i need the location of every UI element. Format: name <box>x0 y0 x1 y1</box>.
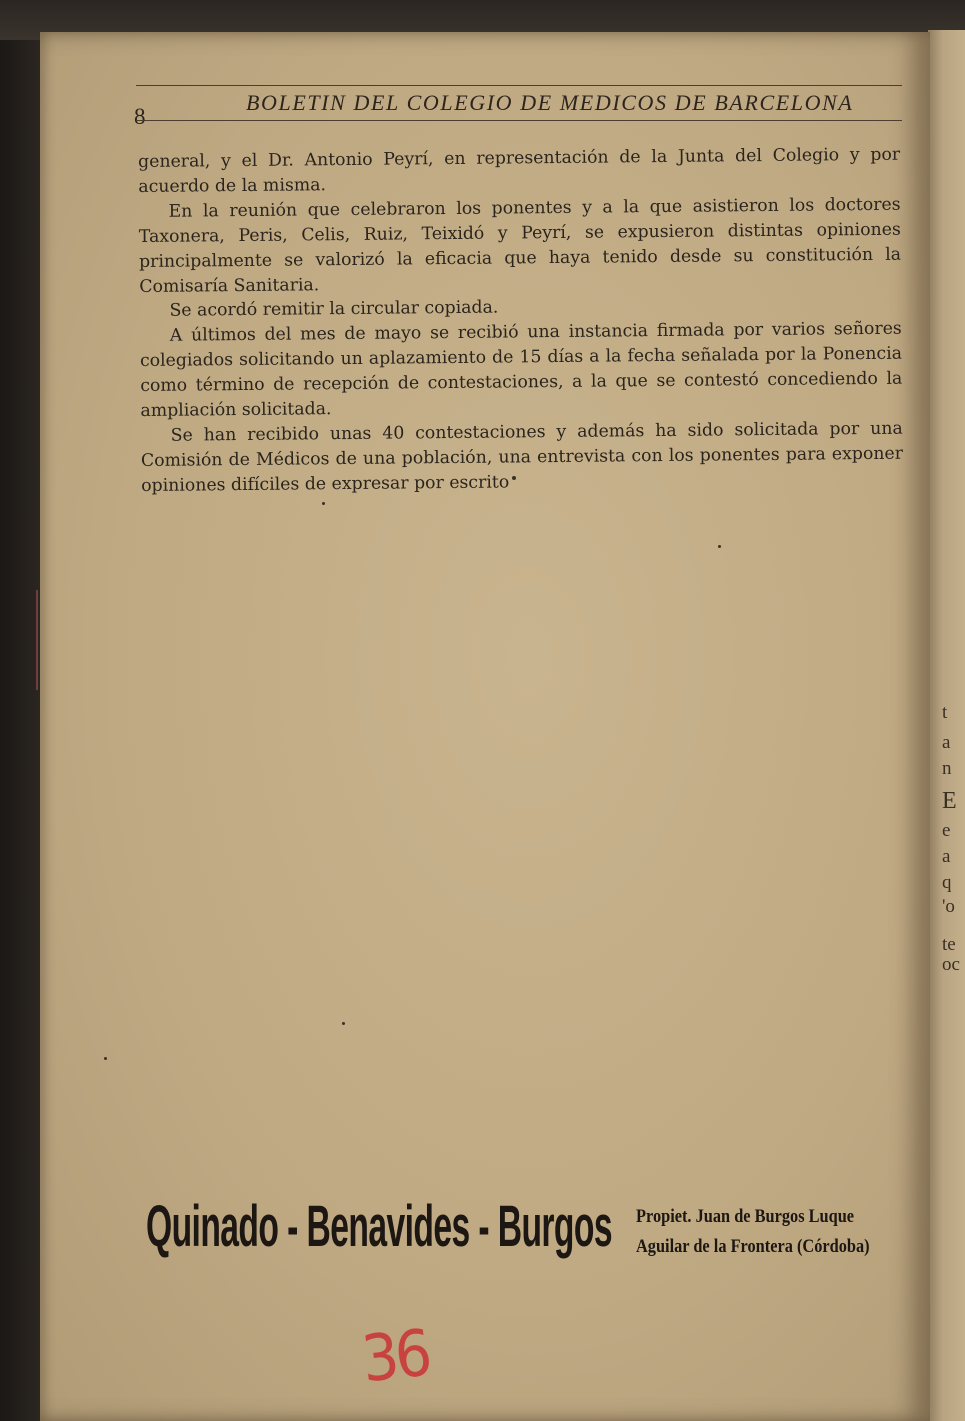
adjacent-page-fragment: te <box>942 934 956 955</box>
paragraph: A últimos del mes de mayo se recibió una instancia firmada por varios señores colegiados solicitando un aplazamiento de 15 días a la fecha señalada por la Ponencia como término de recepción de contestaciones, a la que se contestó concediendo la ampliación solicitada. <box>139 319 903 422</box>
header-rule-top <box>136 85 902 86</box>
paper-speck <box>512 476 516 480</box>
header-rule-bottom <box>136 120 902 121</box>
page-number: 8 <box>134 104 146 129</box>
article-body <box>138 143 903 499</box>
paper-speck <box>104 1057 107 1060</box>
red-ink-mark <box>36 590 44 690</box>
scan-background-left <box>0 40 40 1421</box>
adjacent-page-fragment: oc <box>942 954 960 975</box>
adjacent-page-fragment: a <box>942 732 951 753</box>
paragraph: Se han recibido unas 40 contestaciones y además ha sido solicitada por una Comisión de Médicos de una población, una entrevista con los ponentes para exponer opiniones difíciles de expresar por escrito <box>140 418 904 496</box>
adjacent-page-fragment: q <box>942 872 952 893</box>
advertisement-proprietor: Propiet. Juan de Burgos Luque <box>636 1206 855 1227</box>
adjacent-page-fragment: n <box>942 758 952 779</box>
paper-speck <box>322 502 325 505</box>
adjacent-page-fragment: a <box>942 846 951 867</box>
paper-speck <box>718 545 721 548</box>
adjacent-page-edge <box>928 30 965 1421</box>
adjacent-page-fragment: t <box>942 702 948 723</box>
adjacent-page-fragment: e <box>942 820 951 841</box>
paragraph: En la reunión que celebraron los ponentes y a la que asistieron los doctores Taxonera, Peris, Celis, Ruiz, Teixidó y Peyrí, se expusieron distintas opiniones principalmente se valorizó la eficacia que haya tenido desde su constitución la Comisaría Sanitaria. <box>138 194 902 297</box>
document-page <box>40 32 930 1421</box>
advertisement-location: Aguilar de la Frontera (Córdoba) <box>636 1236 870 1257</box>
paper-speck <box>342 1022 345 1025</box>
handwritten-page-number: 36 <box>358 1315 432 1397</box>
adjacent-page-fragment: E <box>942 788 957 814</box>
adjacent-page-fragment: 'o <box>942 896 955 917</box>
paragraph: Se acordó remitir la circular copiada. <box>169 297 499 322</box>
advertisement-brand: Quinado - Benavides - Burgos <box>146 1194 612 1259</box>
paragraph: general, y el Dr. Antonio Peyrí, en representación de la Junta del Colegio y por acuerdo de la misma. <box>138 144 901 197</box>
running-header-title: BOLETIN DEL COLEGIO DE MEDICOS DE BARCELONA <box>246 90 854 115</box>
